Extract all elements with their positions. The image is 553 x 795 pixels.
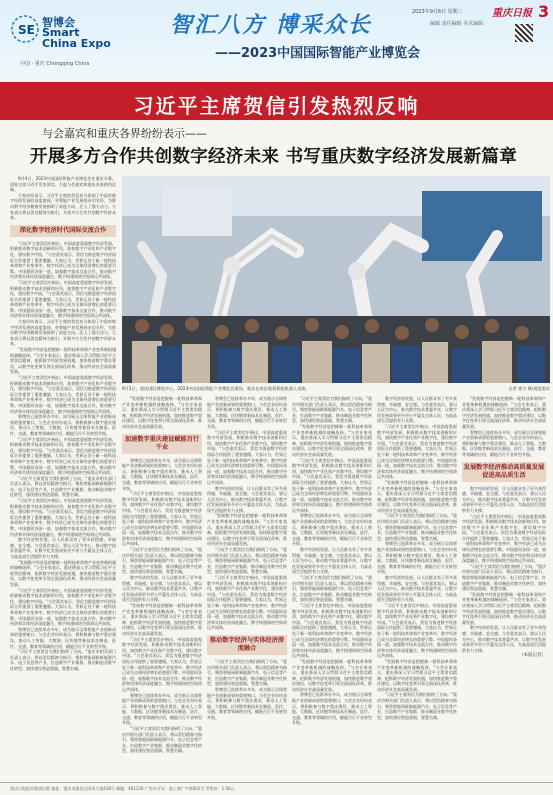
body-paragraph: 智博会已连续举办多年，成为展示全球智能产业创新成果的重要窗口。与会企业纷纷表示，将积极参与数字重庆建设，推动人工智能、大数据、区块链等新技术在制造、医疗、交通、教育等领域的应用，赋能百行千业转型升级。 — [462, 429, 546, 457]
body-paragraph: "发展数字经济是把握新一轮科技革命和产业变革新机遇的战略选择。"与会专家表示，重庆将深入学习贯彻习近平主席贺信精神，抢抓数字经济发展机遇，加快推进数字重庆建设，以数字化变革引领全面深化改革，推动经济社会高质量发展。 — [122, 396, 202, 429]
photo-credit: 记者 崔力 摄/视觉重庆 — [508, 386, 550, 391]
expo-title: ——2023中国国际智能产业博览会 — [215, 46, 421, 61]
body-paragraph: "习近平主席贺信为我们指明了方向。"重庆市相关部门负责人表示，将以贺信精神为指引，聚焦智能网联新能源汽车、电子信息等产业，打造数字产业集群，推动制造业数字化转型，加快建设智造重镇、智慧名城。 — [207, 547, 287, 575]
banner-title: 习近平主席贺信引发热烈反响 — [133, 94, 420, 118]
article-column-5 — [377, 396, 457, 776]
body-paragraph: 智博会已连续举办多年，成为展示全球智能产业创新成果的重要窗口。与会企业纷纷表示，将积极参与数字重庆建设，推动人工智能、大数据、区块链等新技术在制造、医疗、交通、教育等领域的应用，赋能百行千业转型升级。 — [207, 396, 287, 429]
body-paragraph: "习近平主席贺信为我们指明了方向。"重庆市相关部门负责人表示，将以贺信精神为指引，聚焦智能网联新能源汽车、电子信息等产业，打造数字产业集群，推动制造业数字化转型，加快建设智造重镇、智慧名城。 — [10, 649, 116, 671]
photo-caption: 9月5日，重庆国际博览中心，2023中国国际智能产业博览会现场，观众在展区观看智能机器人表演。 — [122, 386, 310, 391]
svg-text:SE: SE — [18, 23, 35, 37]
body-paragraph: 智博会已连续举办多年，成为展示全球智能产业创新成果的重要窗口。与会企业纷纷表示，将积极参与数字重庆建设，推动人工智能、大数据、区块链等新技术在制造、医疗、交通、教育等领域的应用，赋能百行千业转型升级。 — [207, 686, 287, 720]
body-paragraph: "发展数字经济是把握新一轮科技革命和产业变革新机遇的战略选择。"与会专家表示，重庆将深入学习贯彻习近平主席贺信精神，抢抓数字经济发展机遇，加快推进数字重庆建设，以数字化变革引领全面深化改革，推动经济社会高质量发展。 — [292, 658, 372, 692]
body-paragraph: "习近平主席贺信为我们指明了方向。"重庆市相关部门负责人表示，将以贺信精神为指引，聚焦智能网联新能源汽车、电子信息等产业，打造数字产业集群，推动制造业数字化转型，加快建设智造重镇、智慧名城。 — [292, 575, 372, 603]
body-paragraph: 数字经济的发展，让人民群众有了更多获得感、幸福感、安全感。与会嘉宾表示，要以人民为中心，推动数字技术普惠共享，让数字化发展成果更多更公平惠及全体人民，为高品质生活提供有力支撑。 — [377, 575, 457, 603]
photo-caption-row — [122, 386, 550, 392]
smart-china-expo-logo-icon — [10, 14, 40, 44]
main-headline: 开展多方合作共创数字经济未来 书写重庆数字经济发展新篇章 — [30, 147, 517, 167]
body-paragraph: "发展数字经济是把握新一轮科技革命和产业变革新机遇的战略选择。"与会专家表示，重庆将深入学习贯彻习近平主席贺信精神，抢抓数字经济发展机遇，加快推进数字重庆建设，以数字化变革引领全面深化改革，推动经济社会高质量发展。 — [292, 423, 372, 457]
body-paragraph: 数字经济的发展，让人民群众有了更多获得感、幸福感、安全感。与会嘉宾表示，要以人民为中心，推动数字技术普惠共享，让数字化发展成果更多更公平惠及全体人民，为高品质生活提供有力支撑。 — [207, 485, 287, 513]
body-paragraph: 数字经济的发展，让人民群众有了更多获得感、幸福感、安全感。与会嘉宾表示，要以人民为中心，推动数字技术普惠共享，让数字化发展成果更多更公平惠及全体人民，为高品质生活提供有力支撑。 — [122, 575, 202, 603]
body-paragraph: 数字经济的发展，让人民群众有了更多获得感、幸福感、安全感。与会嘉宾表示，要以人民为中心，推动数字技术普惠共享，让数字化发展成果更多更公平惠及全体人民，为高品质生活提供有力支撑。 — [292, 547, 372, 575]
issue-date: 2023年9月6日 星期三 — [412, 9, 463, 15]
body-paragraph: 智博会已连续举办多年，成为展示全球智能产业创新成果的重要窗口。与会企业纷纷表示，将积极参与数字重庆建设，推动人工智能、大数据、区块链等新技术在制造、医疗、交通、教育等领域的应用，赋能百行千业转型升级。 — [292, 692, 372, 726]
body-paragraph: "习近平主席贺信中指出，中国高度重视数字经济发展，积极推动数字技术创新和应用，加快数字产业化和产业数字化，建设数字中国。"与会嘉宾表示，贺信为推进数字经济国际合作提供了重要遵循。大家认为，世界正处于新一轮科技革命和产业变革中，数字经济已成为全球经济增长的重要引擎。中国愿同各国一道，加强数字技术交流合作，推动数字经济和实体经济深度融合，携手构建网络空间命运共同体。 — [10, 498, 116, 537]
photo-illustration — [122, 176, 550, 383]
body-paragraph: 智博会已连续举办多年，成为展示全球智能产业创新成果的重要窗口。与会企业纷纷表示，将积极参与数字重庆建设，推动人工智能、大数据、区块链等新技术在制造、医疗、交通、教育等领域的应用，赋能百行千业转型升级。 — [122, 457, 202, 491]
section-heading-1: 深化数字经济时代国际交流合作 — [10, 225, 116, 237]
subheadline: 与会嘉宾和重庆各界纷纷表示—— — [42, 127, 207, 140]
body-paragraph: "发展数字经济是把握新一轮科技革命和产业变革新机遇的战略选择。"与会专家表示，重庆将深入学习贯彻习近平主席贺信精神，抢抓数字经济发展机遇，加快推进数字重庆建设，以数字化变革引领全面深化改革，推动经济社会高质量发展。 — [377, 479, 457, 513]
body-paragraph: "习近平主席贺信中指出，中国高度重视数字经济发展，积极推动数字技术创新和应用，加快数字产业化和产业数字化，建设数字中国。"与会嘉宾表示，贺信为推进数字经济国际合作提供了重要遵循。大家认为，世界正处于新一轮科技革命和产业变革中，数字经济已成为全球经济增长的重要引擎。中国愿同各国一道，加强数字技术交流合作，推动数字经济和实体经济深度融合，携手构建网络空间命运共同体。 — [122, 636, 202, 692]
body-paragraph: 智博会已连续举办多年，成为展示全球智能产业创新成果的重要窗口。与会企业纷纷表示，将积极参与数字重庆建设，推动人工智能、大数据、区块链等新技术在制造、医疗、交通、教育等领域的应用，赋能百行千业转型升级。 — [10, 626, 116, 649]
logo-english-name: Smart China Expo — [42, 26, 111, 50]
body-paragraph: "习近平主席贺信中指出，中国高度重视数字经济发展，积极推动数字技术创新和应用，加快数字产业化和产业数字化，建设数字中国。"与会嘉宾表示，贺信为推进数字经济国际合作提供了重要遵循。大家认为，世界正处于新一轮科技革命和产业变革中，数字经济已成为全球经济增长的重要引擎。中国愿同各国一道，加强数字技术交流合作，推动数字经济和实体经济深度融合，携手构建网络空间命运共同体。 — [292, 457, 372, 513]
article-column-6 — [462, 396, 546, 776]
body-paragraph: "习近平主席贺信为我们指明了方向。"重庆市相关部门负责人表示，将以贺信精神为指引，聚焦智能网联新能源汽车、电子信息等产业，打造数字产业集群，推动制造业数字化转型，加快建设智造重镇、智慧名城。 — [122, 726, 202, 754]
page-number: 3 — [538, 2, 550, 21]
logo-location: 中国 · 重庆 Chongqing China — [20, 61, 90, 67]
page-footer — [0, 782, 553, 795]
logo-chinese-name: 智博会 — [42, 16, 75, 29]
article-column-4 — [292, 396, 372, 776]
body-paragraph: "习近平主席贺信为我们指明了方向。"重庆市相关部门负责人表示，将以贺信精神为指引，聚焦智能网联新能源汽车、电子信息等产业，打造数字产业集群，推动制造业数字化转型，加快建设智造重镇、智慧名城。 — [207, 658, 287, 687]
section-heading-3: 推动数字经济与实体经济深度融合 — [207, 635, 287, 655]
article-column-3 — [207, 396, 287, 776]
body-paragraph: "习近平主席贺信中指出，中国高度重视数字经济发展，积极推动数字技术创新和应用，加快数字产业化和产业数字化，建设数字中国。"与会嘉宾表示，贺信为推进数字经济国际合作提供了重要遵循。大家认为，世界正处于新一轮科技革命和产业变革中，数字经济已成为全球经济增长的重要引擎。中国愿同各国一道，加强数字技术交流合作，推动数字经济和实体经济深度融合，携手构建网络空间命运共同体。 — [462, 513, 546, 564]
body-paragraph: 数字经济的发展，让人民群众有了更多获得感、幸福感、安全感。与会嘉宾表示，要以人民为中心，推动数字技术普惠共享，让数字化发展成果更多更公平惠及全体人民，为高品质生活提供有力支撑。 — [377, 396, 457, 424]
body-paragraph: 数字经济的发展，让人民群众有了更多获得感、幸福感、安全感。与会嘉宾表示，要以人民为中心，推动数字技术普惠共享，让数字化发展成果更多更公平惠及全体人民，为高品质生活提供有力支撑。 — [10, 537, 116, 559]
body-paragraph: "习近平主席贺信中指出，中国高度重视数字经济发展，积极推动数字技术创新和应用，加快数字产业化和产业数字化，建设数字中国。"与会嘉宾表示，贺信为推进数字经济国际合作提供了重要遵循。大家认为，世界正处于新一轮科技革命和产业变革中，数字经济已成为全球经济增长的重要引擎。中国愿同各国一道，加强数字技术交流合作，推动数字经济和实体经济深度融合，携手构建网络空间命运共同体。 — [207, 575, 287, 631]
section-heading-2: 加速数字重庆建设赋能百行千业 — [122, 434, 202, 454]
body-paragraph: "发展数字经济是把握新一轮科技革命和产业变革新机遇的战略选择。"与会专家表示，重庆将深入学习贯彻习近平主席贺信精神，抢抓数字经济发展机遇，加快推进数字重庆建设，以数字化变革引领全面深化改革，推动经济社会高质量发展。 — [10, 559, 116, 587]
body-paragraph: "发展数字经济是把握新一轮科技革命和产业变革新机遇的战略选择。"与会专家表示，重庆将深入学习贯彻习近平主席贺信精神，抢抓数字经济发展机遇，加快推进数字重庆建设，以数字化变革引领全面深化改革，推动经济社会高质量发展。 — [122, 603, 202, 636]
body-paragraph: 智博会已连续举办多年，成为展示全球智能产业创新成果的重要窗口。与会企业纷纷表示，将积极参与数字重庆建设，推动人工智能、大数据、区块链等新技术在制造、医疗、交通、教育等领域的应用，赋能百行千业转型升级。 — [122, 692, 202, 726]
newspaper-name: 重庆日报 — [492, 8, 532, 19]
body-paragraph: "习近平主席贺信为我们指明了方向。"重庆市相关部门负责人表示，将以贺信精神为指引，聚焦智能网联新能源汽车、电子信息等产业，打造数字产业集群，推动制造业数字化转型，加快建设智造重镇、智慧名城。 — [10, 475, 116, 498]
footer-text: 重庆日报报业集团出版 地址：重庆市渝北区同茂大道416号 邮编：401120 广告许可证：渝工商广字第001号 零售价：1.50元 — [10, 786, 235, 791]
body-paragraph: 数字经济的发展，让人民群众有了更多获得感、幸福感、安全感。与会嘉宾表示，要以人民为中心，推动数字技术普惠共享，让数字化发展成果更多更公平惠及全体人民，为高品质生活提供有力支撑。 — [462, 485, 546, 513]
editor-credits: 编辑 责任编辑 美术编辑 — [430, 21, 484, 27]
body-paragraph: "发展数字经济是把握新一轮科技革命和产业变革新机遇的战略选择。"与会专家表示，重庆将深入学习贯彻习近平主席贺信精神，抢抓数字经济发展机遇，加快推进数字重庆建设，以数字化变革引领全面深化改革，推动经济社会高质量发展。 — [207, 513, 287, 547]
body-paragraph: 数字经济的发展，让人民群众有了更多获得感、幸福感、安全感。与会嘉宾表示，要以人民为中心，推动数字技术普惠共享，让数字化发展成果更多更公平惠及全体人民，为高品质生活提供有力支撑。 — [462, 625, 546, 653]
body-paragraph: "习近平主席贺信中指出，中国高度重视数字经济发展，积极推动数字技术创新和应用，加快数字产业化和产业数字化，建设数字中国。"与会嘉宾表示，贺信为推进数字经济国际合作提供了重要遵循。大家认为，世界正处于新一轮科技革命和产业变革中，数字经济已成为全球经济增长的重要引擎。中国愿同各国一道，加强数字技术交流合作，推动数字经济和实体经济深度融合，携手构建网络空间命运共同体。 — [10, 240, 116, 280]
intro-paragraph: 9月4日，2023中国国际智能产业博览会在重庆开幕。国家主席习近平发来贺信，引起与会嘉宾和重庆各界热烈反响。 — [10, 176, 116, 193]
body-paragraph: "习近平主席贺信为我们指明了方向。"重庆市相关部门负责人表示，将以贺信精神为指引，聚焦智能网联新能源汽车、电子信息等产业，打造数字产业集群，推动制造业数字化转型，加快建设智造重镇、智慧名城。 — [292, 396, 372, 424]
body-paragraph: 智博会已连续举办多年，成为展示全球智能产业创新成果的重要窗口。与会企业纷纷表示，将积极参与数字重庆建设，推动人工智能、大数据、区块链等新技术在制造、医疗、交通、教育等领域的应用，赋能百行千业转型升级。 — [10, 414, 116, 436]
body-paragraph: "发展数字经济是把握新一轮科技革命和产业变革新机遇的战略选择。"与会专家表示，重庆将深入学习贯彻习近平主席贺信精神，抢抓数字经济发展机遇，加快推进数字重庆建设，以数字化变革引领全面深化改革，推动经济社会高质量发展。 — [10, 347, 116, 375]
body-paragraph: "习近平主席贺信中指出，中国高度重视数字经济发展，积极推动数字技术创新和应用，加快数字产业化和产业数字化，建设数字中国。"与会嘉宾表示，贺信为推进数字经济国际合作提供了重要遵循。大家认为，世界正处于新一轮科技革命和产业变革中，数字经济已成为全球经济增长的重要引擎。中国愿同各国一道，加强数字技术交流合作，推动数字经济和实体经济深度融合，携手构建网络空间命运共同体。 — [10, 279, 116, 319]
body-paragraph: "习近平主席贺信中指出，中国高度重视数字经济发展，积极推动数字技术创新和应用，加快数字产业化和产业数字化，建设数字中国。"与会嘉宾表示，贺信为推进数字经济国际合作提供了重要遵循。大家认为，世界正处于新一轮科技革命和产业变革中，数字经济已成为全球经济增长的重要引擎。中国愿同各国一道，加强数字技术交流合作，推动数字经济和实体经济深度融合，携手构建网络空间命运共同体。 — [377, 602, 457, 659]
article-column-2 — [122, 396, 202, 776]
article-column-1 — [10, 176, 116, 776]
article-byline: （本报记者） — [519, 653, 546, 659]
section-heading-4: 发展数字经济推动高质量发展促进高品质生活 — [462, 462, 546, 482]
body-paragraph: "习近平主席贺信中指出，中国高度重视数字经济发展，积极推动数字技术创新和应用，加快数字产业化和产业数字化，建设数字中国。"与会嘉宾表示，贺信为推进数字经济国际合作提供了重要遵循。大家认为，世界正处于新一轮科技革命和产业变革中，数字经济已成为全球经济增长的重要引擎。中国愿同各国一道，加强数字技术交流合作，推动数字经济和实体经济深度融合，携手构建网络空间命运共同体。 — [10, 375, 116, 414]
body-paragraph: 智博会已连续举办多年，成为展示全球智能产业创新成果的重要窗口。与会企业纷纷表示，将积极参与数字重庆建设，推动人工智能、大数据、区块链等新技术在制造、医疗、交通、教育等领域的应用，赋能百行千业转型升级。 — [292, 513, 372, 547]
body-paragraph: "习近平主席贺信中指出，中国高度重视数字经济发展，积极推动数字技术创新和应用，加快数字产业化和产业数字化，建设数字中国。"与会嘉宾表示，贺信为推进数字经济国际合作提供了重要遵循。大家认为，世界正处于新一轮科技革命和产业变革中，数字经济已成为全球经济增长的重要引擎。中国愿同各国一道，加强数字技术交流合作，推动数字经济和实体经济深度融合，携手构建网络空间命运共同体。 — [207, 429, 287, 485]
body-paragraph: "发展数字经济是把握新一轮科技革命和产业变革新机遇的战略选择。"与会专家表示，重庆将深入学习贯彻习近平主席贺信精神，抢抓数字经济发展机遇，加快推进数字重庆建设，以数字化变革引领全面深化改革，推动经济社会高质量发展。 — [462, 591, 546, 625]
qr-code-icon[interactable] — [515, 24, 533, 42]
body-paragraph: 大家纷纷表示，习近平主席的贺信充分体现了中国对数字经济发展的高度重视，对智能产业发展的亲切关怀，为推动数字经济健康发展指明了前进方向，注入了强大动力。大家表示将以贺信精神为指引，开展多方合作共创数字经济未来。 — [10, 192, 116, 221]
expo-slogan: 智汇八方 博采众长 — [170, 13, 372, 38]
body-paragraph: "习近平主席贺信中指出，中国高度重视数字经济发展，积极推动数字技术创新和应用，加快数字产业化和产业数字化，建设数字中国。"与会嘉宾表示，贺信为推进数字经济国际合作提供了重要遵循。大家认为，世界正处于新一轮科技革命和产业变革中，数字经济已成为全球经济增长的重要引擎。中国愿同各国一道，加强数字技术交流合作，推动数字经济和实体经济深度融合，携手构建网络空间命运共同体。 — [10, 436, 116, 476]
body-paragraph: "习近平主席贺信为我们指明了方向。"重庆市相关部门负责人表示，将以贺信精神为指引，聚焦智能网联新能源汽车、电子信息等产业，打造数字产业集群，推动制造业数字化转型，加快建设智造重镇、智慧名城。 — [462, 563, 546, 592]
body-paragraph: "发展数字经济是把握新一轮科技革命和产业变革新机遇的战略选择。"与会专家表示，重庆将深入学习贯彻习近平主席贺信精神，抢抓数字经济发展机遇，加快推进数字重庆建设，以数字化变革引领全面深化改革，推动经济社会高质量发展。 — [377, 658, 457, 692]
body-paragraph: "习近平主席贺信中指出，中国高度重视数字经济发展，积极推动数字技术创新和应用，加快数字产业化和产业数字化，建设数字中国。"与会嘉宾表示，贺信为推进数字经济国际合作提供了重要遵循。大家认为，世界正处于新一轮科技革命和产业变革中，数字经济已成为全球经济增长的重要引擎。中国愿同各国一道，加强数字技术交流合作，推动数字经济和实体经济深度融合，携手构建网络空间命运共同体。 — [10, 587, 116, 627]
expo-robot-photo — [122, 176, 550, 383]
body-paragraph: "习近平主席贺信中指出，中国高度重视数字经济发展，积极推动数字技术创新和应用，加快数字产业化和产业数字化，建设数字中国。"与会嘉宾表示，贺信为推进数字经济国际合作提供了重要遵循。大家认为，世界正处于新一轮科技革命和产业变革中，数字经济已成为全球经济增长的重要引擎。中国愿同各国一道，加强数字技术交流合作，推动数字经济和实体经济深度融合，携手构建网络空间命运共同体。 — [292, 602, 372, 659]
body-paragraph: "习近平主席贺信为我们指明了方向。"重庆市相关部门负责人表示，将以贺信精神为指引，聚焦智能网联新能源汽车、电子信息等产业，打造数字产业集群，推动制造业数字化转型，加快建设智造重镇、智慧名城。 — [377, 513, 457, 541]
body-paragraph: "习近平主席贺信为我们指明了方向。"重庆市相关部门负责人表示，将以贺信精神为指引，聚焦智能网联新能源汽车、电子信息等产业，打造数字产业集群，推动制造业数字化转型，加快建设智造重镇、智慧名城。 — [122, 547, 202, 575]
body-paragraph: 大家纷纷表示，习近平主席的贺信充分体现了中国对数字经济发展的高度重视，对智能产业发展的亲切关怀，为推动数字经济健康发展指明了前进方向，注入了强大动力。大家表示将以贺信精神为指引，开展多方合作共创数字经济未来。 — [10, 319, 116, 347]
body-paragraph: "习近平主席贺信中指出，中国高度重视数字经济发展，积极推动数字技术创新和应用，加快数字产业化和产业数字化，建设数字中国。"与会嘉宾表示，贺信为推进数字经济国际合作提供了重要遵循。大家认为，世界正处于新一轮科技革命和产业变革中，数字经济已成为全球经济增长的重要引擎。中国愿同各国一道，加强数字技术交流合作，推动数字经济和实体经济深度融合，携手构建网络空间命运共同体。 — [377, 423, 457, 480]
body-paragraph: "发展数字经济是把握新一轮科技革命和产业变革新机遇的战略选择。"与会专家表示，重庆将深入学习贯彻习近平主席贺信精神，抢抓数字经济发展机遇，加快推进数字重庆建设，以数字化变革引领全面深化改革，推动经济社会高质量发展。 — [462, 396, 546, 429]
body-paragraph: "习近平主席贺信为我们指明了方向。"重庆市相关部门负责人表示，将以贺信精神为指引，聚焦智能网联新能源汽车、电子信息等产业，打造数字产业集群，推动制造业数字化转型，加快建设智造重镇、智慧名城。 — [377, 692, 457, 720]
body-paragraph: 智博会已连续举办多年，成为展示全球智能产业创新成果的重要窗口。与会企业纷纷表示，将积极参与数字重庆建设，推动人工智能、大数据、区块链等新技术在制造、医疗、交通、教育等领域的应用，赋能百行千业转型升级。 — [377, 541, 457, 575]
body-paragraph: "习近平主席贺信中指出，中国高度重视数字经济发展，积极推动数字技术创新和应用，加快数字产业化和产业数字化，建设数字中国。"与会嘉宾表示，贺信为推进数字经济国际合作提供了重要遵循。大家认为，世界正处于新一轮科技革命和产业变革中，数字经济已成为全球经济增长的重要引擎。中国愿同各国一道，加强数字技术交流合作，推动数字经济和实体经济深度融合，携手构建网络空间命运共同体。 — [122, 491, 202, 547]
